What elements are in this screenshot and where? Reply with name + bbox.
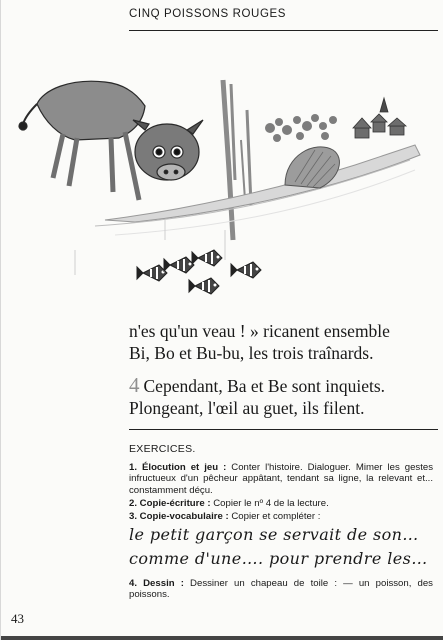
village-houses: [353, 98, 406, 138]
foliage: [265, 114, 337, 142]
exercise-item: [129, 462, 433, 496]
exercise-label: 4. Dessin :: [129, 578, 184, 590]
exercise-label: 1. Élocution et jeu :: [129, 462, 227, 474]
calf-and-fish-illustration: [15, 60, 435, 310]
exercise-text: Copier et compléter :: [228, 511, 321, 523]
bottom-edge: [1, 636, 443, 640]
running-header: CINQ POISSONS ROUGES: [129, 8, 287, 20]
exercise-item: [129, 578, 433, 600]
fish: [231, 262, 261, 278]
cursive-exercise-line: comme d'une…. pour prendre les…: [129, 549, 428, 569]
fish: [192, 250, 222, 266]
reading-text: [129, 320, 433, 419]
exercise-item: [129, 498, 433, 509]
exercise-label: 2. Copie-écriture :: [129, 497, 211, 509]
exercises-heading: EXERCICES.: [129, 443, 196, 455]
reading-paragraph-4: [129, 374, 433, 397]
reeds: [223, 80, 251, 240]
exercise-label: 3. Copie-vocabulaire :: [129, 511, 229, 523]
exercise-text: Dessiner un chapeau de toile : — un poisson, des poissons.: [129, 578, 433, 601]
exercises-section: [129, 444, 433, 603]
reading-line: Bi, Bo et Bu-bu, les trois traînards.: [129, 343, 374, 363]
header-rule: [129, 30, 438, 31]
water-lines: [75, 220, 225, 275]
fish: [164, 257, 194, 273]
paragraph-number: 4: [129, 373, 140, 397]
calf: [19, 81, 203, 200]
goldfish-group: [137, 250, 261, 294]
reading-line: Plongeant, l'œil au guet, ils filent.: [129, 398, 365, 418]
page-number: 43: [11, 611, 24, 626]
exercise-item: [129, 511, 433, 522]
reading-line: Cependant, Ba et Be sont inquiets.: [143, 376, 386, 396]
fish: [189, 278, 219, 294]
fish: [137, 265, 167, 281]
section-rule: [129, 429, 438, 430]
reading-line: n'es qu'un veau ! » ricanent ensemble: [129, 321, 390, 341]
exercise-text: Conter l'histoire. Dialoguer. Mimer les gestes infructueux d'un pêcheur appâtant, tendant sa ligne, la relevant et... constamment déçu.: [129, 462, 434, 496]
cursive-exercise-line: le petit garçon se servait de son…: [129, 525, 419, 545]
exercise-text: Copier le nº 4 de la lecture.: [210, 497, 329, 509]
